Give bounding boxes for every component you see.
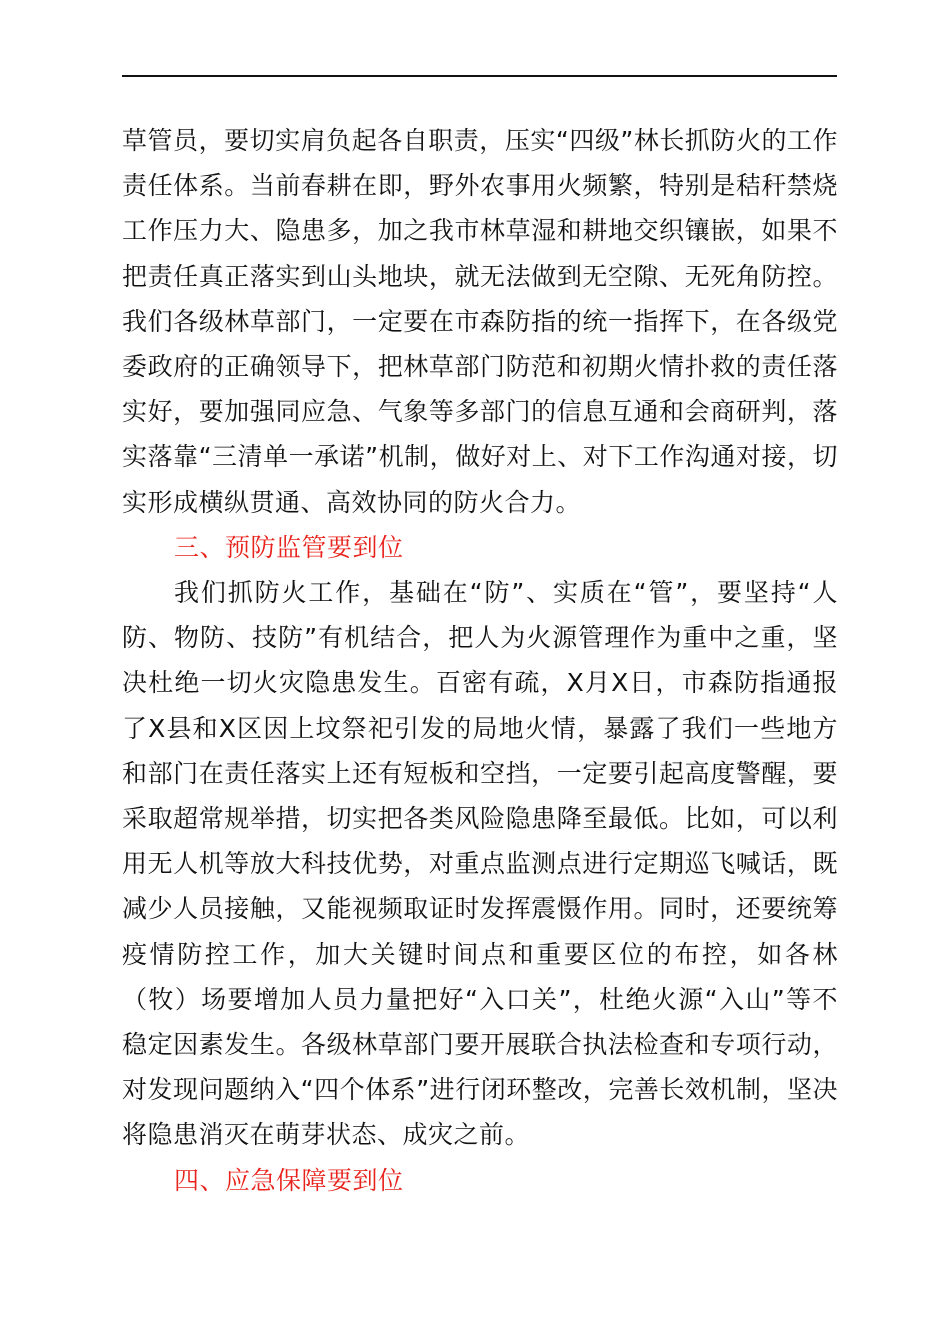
document-body — [122, 118, 838, 1203]
body-paragraph: 我们抓防火工作，基础在“防”、实质在“管”，要坚持“人防、物防、技防”有机结合，把人为火源管理作为重中之重，坚决杜绝一切火灾隐患发生。百密有疏，X月X日，市森防指通报了X县和X区因上坟祭祀引发的局地火情，暴露了我们一些地方和部门在责任落实上还有短板和空挡，一定要引起高度警醒，要采取超常规举措，切实把各类风险隐患降至最低。比如，可以利用无人机等放大科技优势，对重点监测点进行定期巡飞喊话，既减少人员接触，又能视频取证时发挥震慑作用。同时，还要统筹疫情防控工作，加大关键时间点和重要区位的布控，如各林（牧）场要增加人员力量把好“入口关”，杜绝火源“入山”等不稳定因素发生。各级林草部门要开展联合执法检查和专项行动，对发现问题纳入“四个体系”进行闭环整改，完善长效机制，坚决将隐患消灭在萌芽状态、成灾之前。 — [122, 578, 838, 1150]
section-heading: 三、预防监管要到位 — [174, 532, 404, 562]
header-rule — [122, 75, 837, 77]
section-heading: 四、应急保障要到位 — [174, 1165, 404, 1195]
body-paragraph: 草管员，要切实肩负起各自职责，压实“四级”林长抓防火的工作责任体系。当前春耕在即，野外农事用火频繁，特别是秸秆禁烧工作压力大、隐患多，加之我市林草湿和耕地交织镶嵌，如果不把责任真正落实到山头地块，就无法做到无空隙、无死角防控。我们各级林草部门，一定要在市森防指的统一指挥下，在各级党委政府的正确领导下，把林草部门防范和初期火情扑救的责任落实好，要加强同应急、气象等多部门的信息互通和会商研判，落实落靠“三清单一承诺”机制，做好对上、对下工作沟通对接，切实形成横纵贯通、高效协同的防火合力。 — [122, 126, 838, 517]
